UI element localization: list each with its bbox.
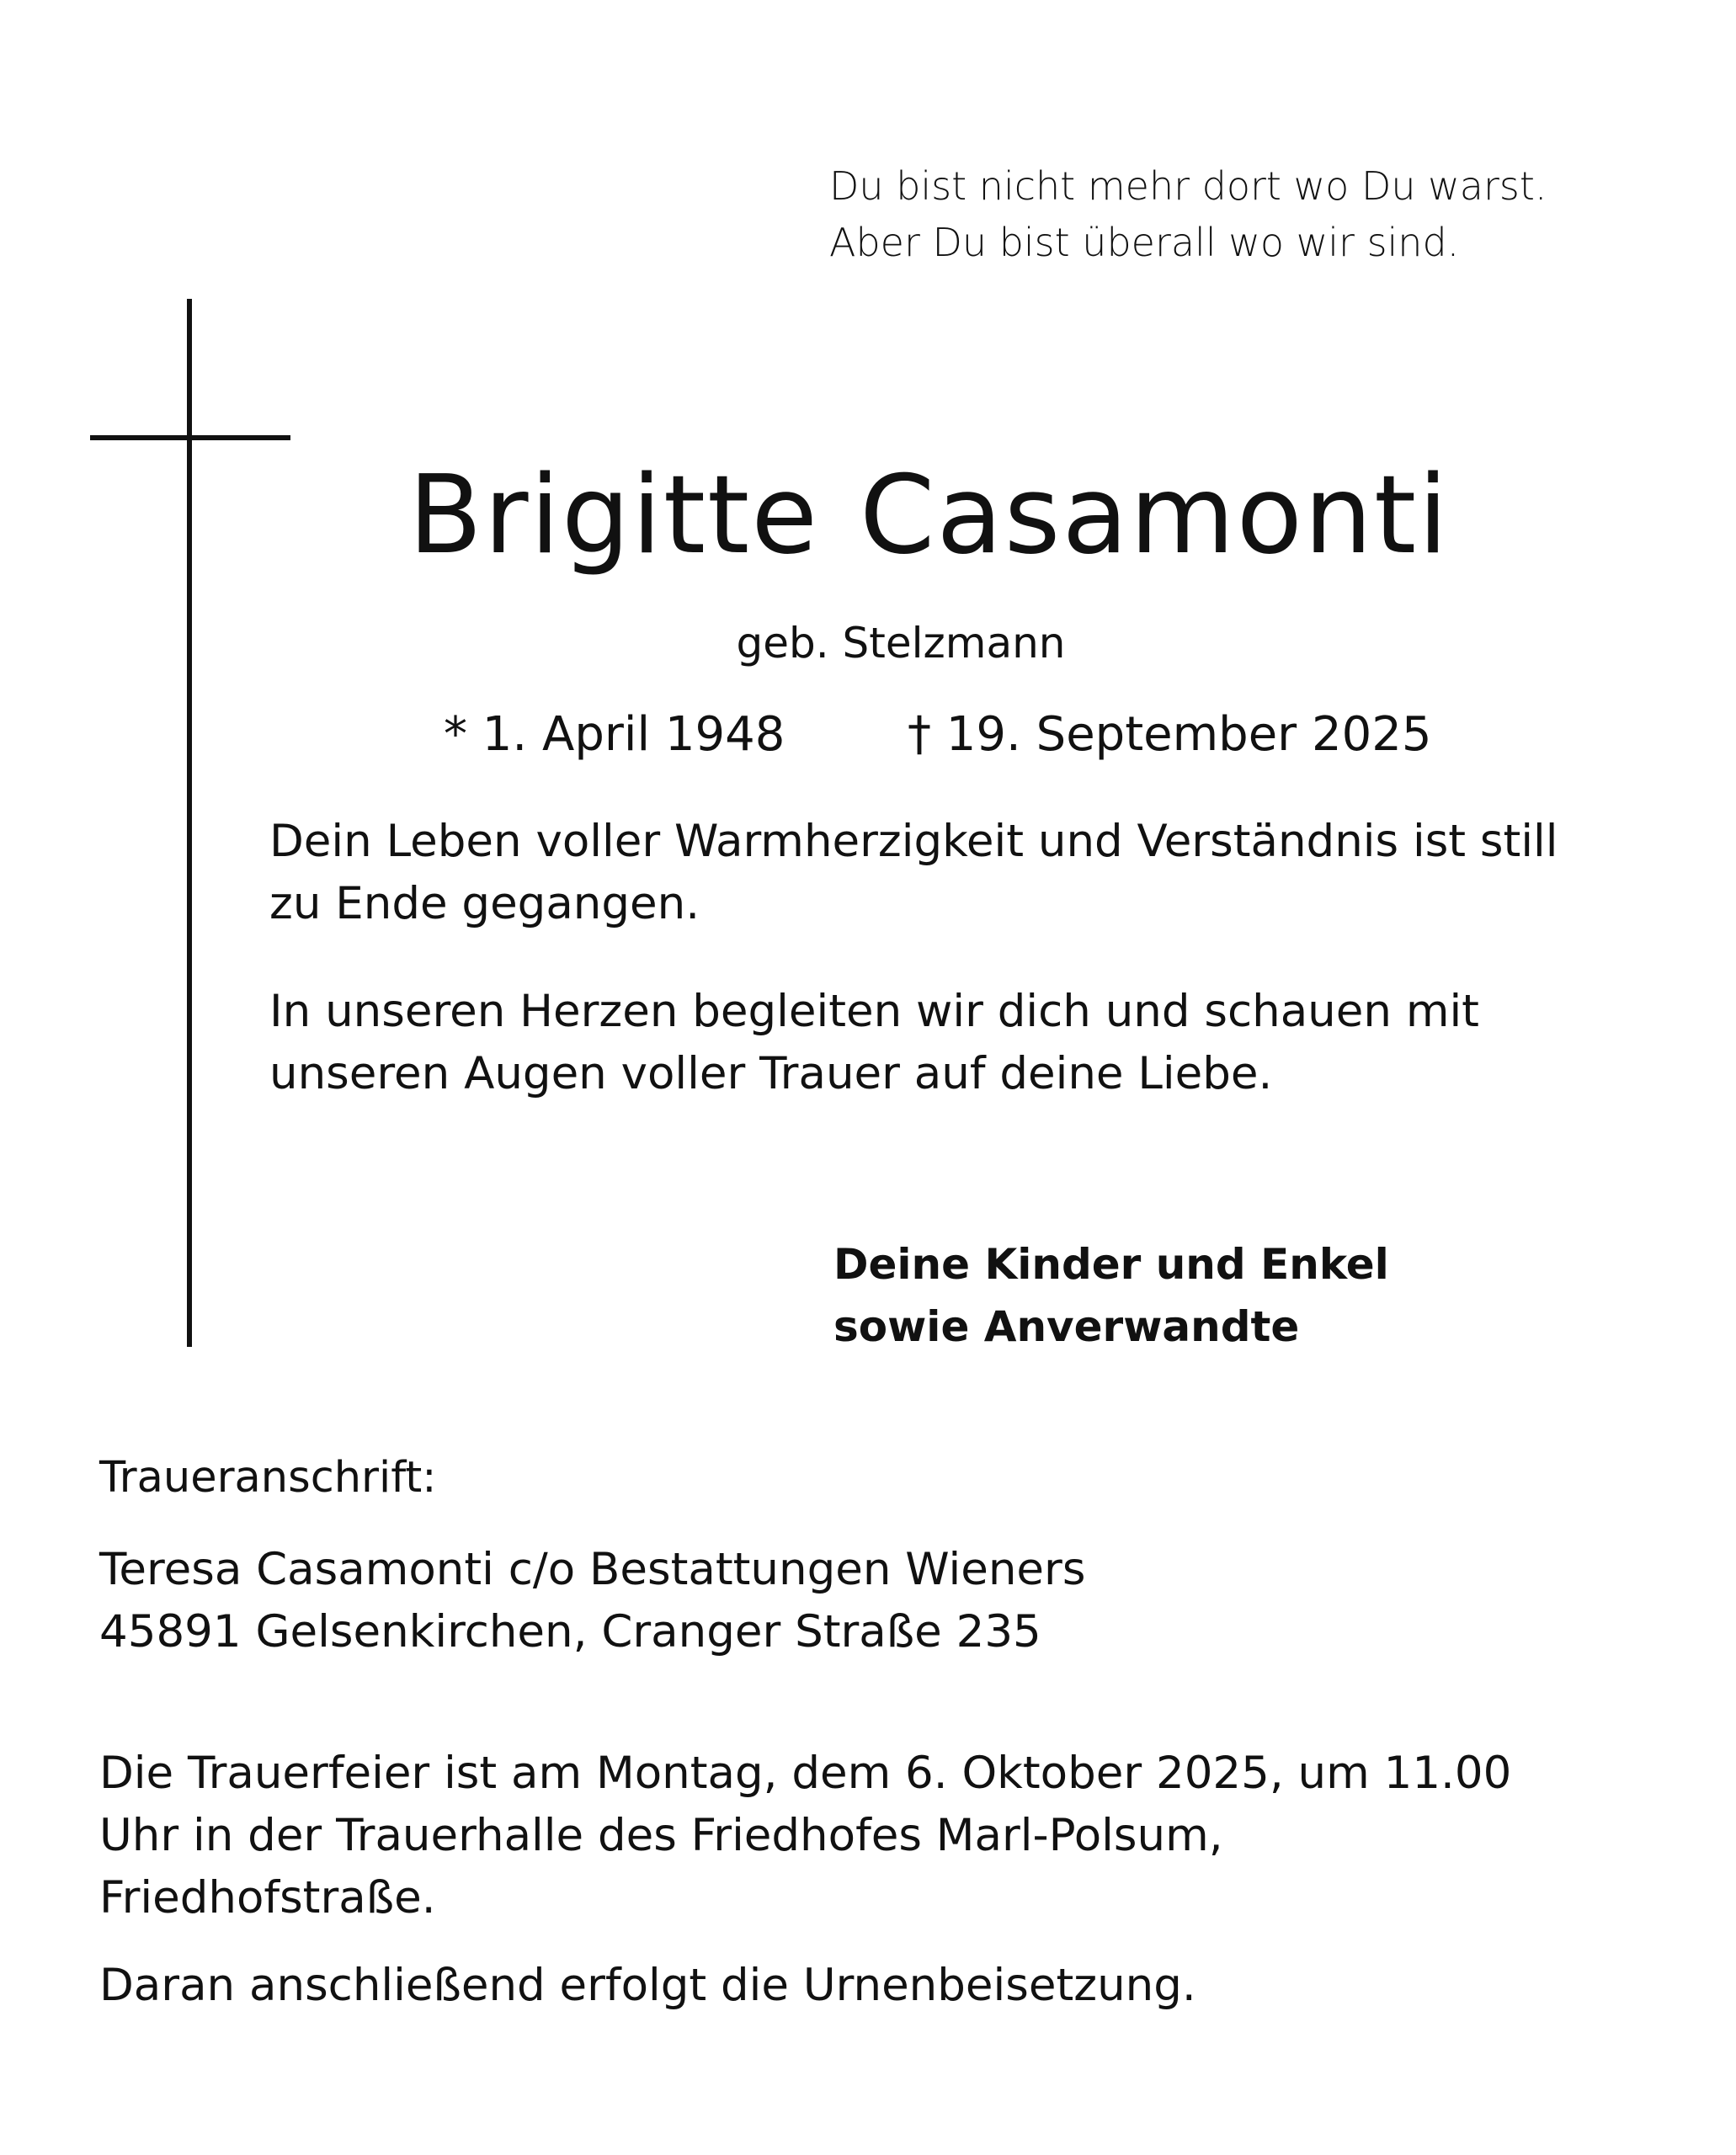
cross-icon-horizontal-bar: [90, 435, 290, 440]
maiden-name: geb. Stelzmann: [736, 619, 1066, 668]
cross-icon-vertical-bar: [187, 299, 192, 1347]
tribute-2-line-1: In unseren Herzen begleiten wir dich und schauen mit: [269, 986, 1479, 1037]
mourning-address: [99, 1539, 1085, 1663]
service-line-3: Friedhofstraße.: [99, 1872, 436, 1924]
deceased-name: [408, 453, 1450, 579]
first-name: Brigitte: [408, 453, 819, 578]
quote-line-1: Du bist nicht mehr dort wo Du warst.: [829, 163, 1547, 209]
signers-line-2: sowie Anverwandte: [833, 1302, 1300, 1351]
death-date: † 19. September 2025: [908, 707, 1432, 762]
tribute-1-line-1: Dein Leben voller Warmherzigkeit und Verständnis ist still: [269, 816, 1558, 867]
address-label: Traueranschrift:: [99, 1453, 437, 1503]
quote-line-2: Aber Du bist überall wo wir sind.: [829, 220, 1460, 265]
urn-burial-info: Daran anschließend erfolgt die Urnenbeisetzung.: [99, 1960, 1196, 2011]
mourners-signature: [833, 1233, 1389, 1358]
tribute-paragraph-2: [269, 981, 1479, 1105]
birth-date: * 1. April 1948: [444, 707, 785, 762]
service-line-1: Die Trauerfeier ist am Montag, dem 6. Oktober 2025, um 11.00: [99, 1748, 1512, 1799]
opening-quote: [829, 158, 1547, 271]
signers-line-1: Deine Kinder und Enkel: [833, 1240, 1389, 1289]
last-name: Casamonti: [859, 453, 1450, 578]
service-line-2: Uhr in der Trauerhalle des Friedhofes Marl-Polsum,: [99, 1810, 1223, 1861]
funeral-service-info: [99, 1743, 1511, 1929]
tribute-1-line-2: zu Ende gegangen.: [269, 878, 700, 929]
tribute-paragraph-1: [269, 811, 1558, 935]
address-line-1: Teresa Casamonti c/o Bestattungen Wieners: [99, 1544, 1086, 1595]
tribute-2-line-2: unseren Augen voller Trauer auf deine Liebe.: [269, 1048, 1273, 1099]
address-line-2: 45891 Gelsenkirchen, Cranger Straße 235: [99, 1606, 1041, 1657]
